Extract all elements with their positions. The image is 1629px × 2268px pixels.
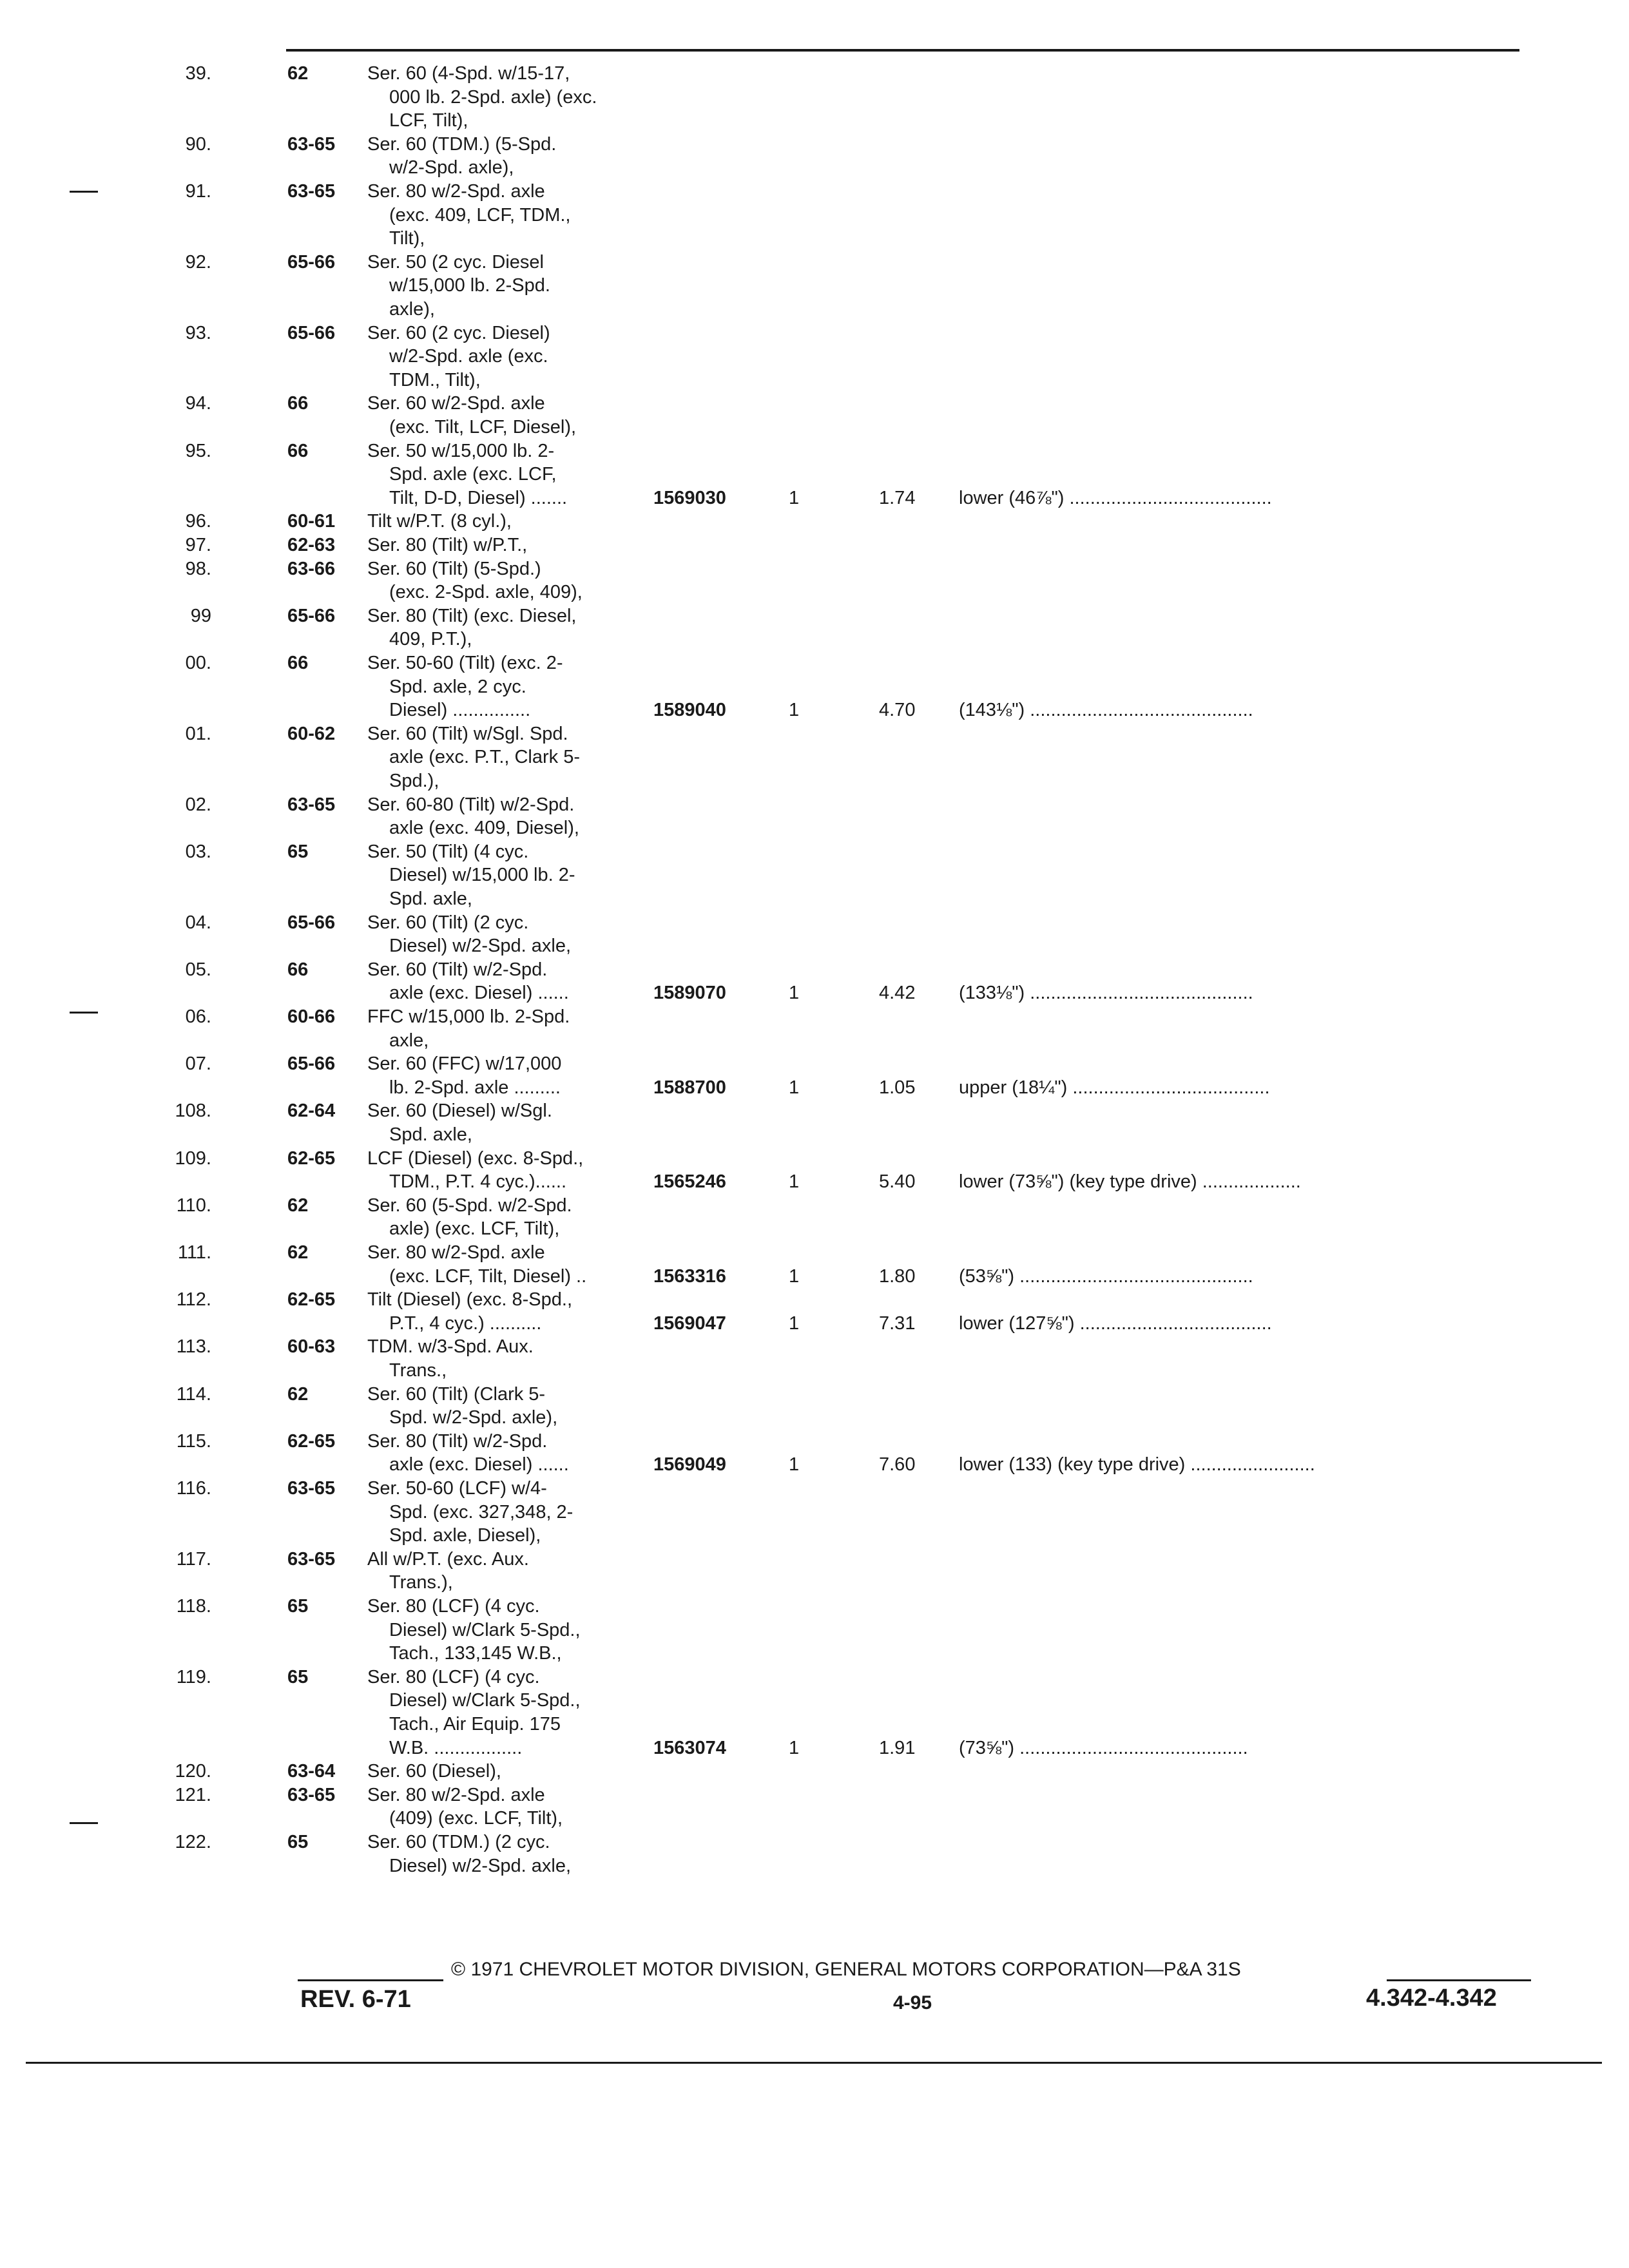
list-item xyxy=(0,1783,1629,1831)
model-years: 65-66 xyxy=(287,605,336,626)
description-line: Ser. 60 (Diesel) w/Sgl. xyxy=(367,1100,552,1122)
model-years: 62-65 xyxy=(287,1289,336,1311)
description-line: Ser. 80 (LCF) (4 cyc. xyxy=(367,1666,540,1687)
item-number: 108. xyxy=(175,1100,211,1122)
description-line: Spd.), xyxy=(389,770,439,791)
list-item xyxy=(0,1194,1629,1241)
description-line: 409, P.T.), xyxy=(389,629,472,650)
list-item xyxy=(0,1548,1629,1595)
description-line: Ser. 80 w/2-Spd. axle xyxy=(367,1242,545,1263)
part-note: upper (18¼") ...................................... xyxy=(959,1077,1270,1098)
quantity: 1 xyxy=(789,1171,800,1193)
part-note: (53⅝") ............................................. xyxy=(959,1265,1253,1287)
description-line: Tilt w/P.T. (8 cyl.), xyxy=(367,511,512,532)
description-line: Diesel) w/Clark 5-Spd., xyxy=(389,1690,581,1711)
description-line: Ser. 60 (4-Spd. w/15-17, xyxy=(367,63,570,84)
item-number: 07. xyxy=(185,1053,211,1075)
item-number: 93. xyxy=(185,322,211,343)
footer-rule-left xyxy=(298,1979,443,1981)
price: 1.74 xyxy=(879,487,916,508)
list-item xyxy=(0,1383,1629,1430)
description-line: Ser. 50 (Tilt) (4 cyc. xyxy=(367,841,529,862)
item-number: 01. xyxy=(185,723,211,744)
item-number: 90. xyxy=(185,133,211,155)
model-years: 65-66 xyxy=(287,1053,336,1075)
description-line: TDM., P.T. 4 cyc.)...... xyxy=(389,1171,567,1193)
description-line: Trans.), xyxy=(389,1572,453,1593)
model-years: 63-66 xyxy=(287,558,336,579)
list-item xyxy=(0,958,1629,1005)
description-line: Ser. 60 (TDM.) (2 cyc. xyxy=(367,1832,550,1852)
description-line: Ser. 50 (2 cyc. Diesel xyxy=(367,251,544,273)
quantity: 1 xyxy=(789,983,800,1004)
page-number: 4-95 xyxy=(893,1992,932,2013)
item-number: 39. xyxy=(185,63,211,84)
part-note: lower (127⅝") ..................................... xyxy=(959,1312,1272,1334)
description-line: Ser. 50-60 (Tilt) (exc. 2- xyxy=(367,653,563,673)
description-line: Ser. 60 (Tilt) (5-Spd.) xyxy=(367,558,541,579)
description-line: axle) (exc. LCF, Tilt), xyxy=(389,1218,560,1240)
description-line: Spd. axle, xyxy=(389,888,472,909)
model-years: 66 xyxy=(287,653,309,673)
description-line: Ser. 60-80 (Tilt) w/2-Spd. xyxy=(367,794,575,815)
description-line: LCF, Tilt), xyxy=(389,110,468,131)
description-line: Tilt, D-D, Diesel) ....... xyxy=(389,487,568,508)
item-number: 111. xyxy=(177,1242,211,1263)
description-line: Ser. 60 (FFC) w/17,000 xyxy=(367,1053,562,1075)
model-years: 65-66 xyxy=(287,322,336,343)
part-number: 1565246 xyxy=(653,1171,726,1193)
quantity: 1 xyxy=(789,1454,800,1475)
item-number: 04. xyxy=(185,912,211,933)
list-item xyxy=(0,1052,1629,1099)
model-years: 63-64 xyxy=(287,1761,336,1782)
description-line: Spd. axle, 2 cyc. xyxy=(389,676,526,697)
quantity: 1 xyxy=(789,700,800,721)
item-number: 00. xyxy=(185,653,211,673)
model-years: 62 xyxy=(287,1383,309,1405)
description-line: Tilt), xyxy=(389,228,425,249)
item-number: 120. xyxy=(175,1761,211,1782)
part-number: 1563316 xyxy=(653,1265,726,1287)
price: 7.60 xyxy=(879,1454,916,1475)
part-note: (73⅝") ............................................ xyxy=(959,1737,1248,1758)
description-line: Ser. 60 (Tilt) (Clark 5- xyxy=(367,1383,546,1405)
description-line: Ser. 80 (Tilt) (exc. Diesel, xyxy=(367,605,577,626)
quantity: 1 xyxy=(789,1077,800,1098)
list-item xyxy=(0,510,1629,533)
item-number: 121. xyxy=(175,1784,211,1805)
list-item xyxy=(0,392,1629,439)
list-item xyxy=(0,322,1629,392)
list-item xyxy=(0,1477,1629,1548)
list-item xyxy=(0,251,1629,322)
item-number: 91. xyxy=(185,181,211,202)
item-number: 115. xyxy=(176,1430,211,1452)
quantity: 1 xyxy=(789,1737,800,1758)
part-number: 1569030 xyxy=(653,487,726,508)
price: 4.42 xyxy=(879,983,916,1004)
model-years: 60-62 xyxy=(287,723,336,744)
description-line: lb. 2-Spd. axle ......... xyxy=(389,1077,561,1098)
description-line: Spd. axle (exc. LCF, xyxy=(389,464,557,485)
description-line: Spd. axle, Diesel), xyxy=(389,1525,541,1546)
list-item xyxy=(0,1666,1629,1760)
bottom-rule xyxy=(26,2062,1602,2064)
model-years: 65 xyxy=(287,841,309,862)
price: 1.05 xyxy=(879,1077,916,1098)
model-years: 65 xyxy=(287,1666,309,1687)
description-line: 000 lb. 2-Spd. axle) (exc. xyxy=(389,86,597,108)
item-number: 118. xyxy=(176,1596,211,1617)
item-number: 94. xyxy=(185,393,211,414)
list-item xyxy=(0,1595,1629,1666)
quantity: 1 xyxy=(789,1265,800,1287)
description-line: (exc. Tilt, LCF, Diesel), xyxy=(389,416,577,437)
item-number: 03. xyxy=(185,841,211,862)
description-line: axle (exc. Diesel) ...... xyxy=(389,983,569,1004)
description-line: (409) (exc. LCF, Tilt), xyxy=(389,1808,563,1829)
item-number: 114. xyxy=(176,1383,211,1405)
description-line: Ser. 50 w/15,000 lb. 2- xyxy=(367,440,555,461)
list-item xyxy=(0,439,1629,510)
item-number: 02. xyxy=(185,794,211,815)
section-number: 4.342-4.342 xyxy=(1366,1984,1497,2012)
item-number: 117. xyxy=(176,1548,211,1570)
model-years: 62-63 xyxy=(287,535,336,555)
item-number: 98. xyxy=(185,558,211,579)
quantity: 1 xyxy=(789,487,800,508)
description-line: Ser. 80 (Tilt) w/2-Spd. xyxy=(367,1430,548,1452)
description-line: Trans., xyxy=(389,1360,447,1381)
item-number: 97. xyxy=(185,535,211,555)
list-item xyxy=(0,557,1629,604)
part-note: (143⅛") ........................................... xyxy=(959,700,1253,721)
copyright-line: © 1971 CHEVROLET MOTOR DIVISION, GENERAL MOTORS CORPORATION—P&A 31S xyxy=(451,1959,1241,1980)
item-number: 99 xyxy=(190,605,211,626)
description-line: axle, xyxy=(389,1030,429,1051)
item-number: 122. xyxy=(175,1832,211,1852)
item-number: 110. xyxy=(176,1195,211,1216)
description-line: W.B. ................. xyxy=(389,1737,523,1758)
list-item xyxy=(0,911,1629,958)
list-item xyxy=(0,1241,1629,1288)
item-number: 113. xyxy=(176,1336,211,1358)
description-line: w/15,000 lb. 2-Spd. xyxy=(389,275,550,296)
list-item xyxy=(0,840,1629,911)
model-years: 65-66 xyxy=(287,912,336,933)
model-years: 65 xyxy=(287,1832,309,1852)
item-number: 109. xyxy=(175,1148,211,1169)
model-years: 63-65 xyxy=(287,133,336,155)
description-line: Spd. axle, xyxy=(389,1124,472,1145)
item-number: 95. xyxy=(185,440,211,461)
list-item xyxy=(0,62,1629,133)
description-line: axle), xyxy=(389,298,435,320)
model-years: 62 xyxy=(287,1242,309,1263)
item-number: 112. xyxy=(176,1289,211,1311)
list-item xyxy=(0,1288,1629,1335)
part-number: 1588700 xyxy=(653,1077,726,1098)
item-number: 05. xyxy=(185,959,211,980)
description-line: Ser. 60 (Diesel), xyxy=(367,1761,501,1782)
part-number: 1589040 xyxy=(653,700,726,721)
model-years: 62 xyxy=(287,63,309,84)
description-line: Ser. 60 (Tilt) (2 cyc. xyxy=(367,912,529,933)
description-line: w/2-Spd. axle (exc. xyxy=(389,346,548,367)
list-item xyxy=(0,533,1629,557)
list-item xyxy=(0,651,1629,722)
model-years: 63-65 xyxy=(287,1478,336,1499)
model-years: 66 xyxy=(287,959,309,980)
part-number: 1569047 xyxy=(653,1312,726,1334)
list-item xyxy=(0,1147,1629,1194)
description-line: FFC w/15,000 lb. 2-Spd. xyxy=(367,1006,570,1027)
list-item xyxy=(0,133,1629,180)
part-note: lower (73⅝") (key type drive) ................... xyxy=(959,1171,1301,1193)
description-line: Ser. 80 w/2-Spd. axle xyxy=(367,181,545,202)
description-line: (exc. 2-Spd. axle, 409), xyxy=(389,582,583,603)
model-years: 65-66 xyxy=(287,251,336,273)
price: 1.91 xyxy=(879,1737,916,1758)
description-line: Spd. w/2-Spd. axle), xyxy=(389,1407,558,1428)
description-line: Ser. 80 (Tilt) w/P.T., xyxy=(367,535,528,555)
list-item xyxy=(0,1335,1629,1382)
description-line: All w/P.T. (exc. Aux. xyxy=(367,1548,529,1570)
description-line: Tach., Air Equip. 175 xyxy=(389,1713,561,1735)
model-years: 63-65 xyxy=(287,1784,336,1805)
description-line: P.T., 4 cyc.) .......... xyxy=(389,1312,542,1334)
model-years: 66 xyxy=(287,440,309,461)
model-years: 63-65 xyxy=(287,181,336,202)
model-years: 63-65 xyxy=(287,794,336,815)
description-line: Ser. 60 (2 cyc. Diesel) xyxy=(367,322,550,343)
description-line: LCF (Diesel) (exc. 8-Spd., xyxy=(367,1148,584,1169)
item-number: 92. xyxy=(185,251,211,273)
list-item xyxy=(0,1831,1629,1878)
description-line: Ser. 60 (Tilt) w/2-Spd. xyxy=(367,959,548,980)
description-line: Tilt (Diesel) (exc. 8-Spd., xyxy=(367,1289,572,1311)
revision-label: REV. 6-71 xyxy=(300,1986,411,2013)
description-line: Ser. 60 (TDM.) (5-Spd. xyxy=(367,133,557,155)
description-line: Ser. 60 (Tilt) w/Sgl. Spd. xyxy=(367,723,568,744)
price: 5.40 xyxy=(879,1171,916,1193)
model-years: 63-65 xyxy=(287,1548,336,1570)
list-item xyxy=(0,1760,1629,1783)
list-item xyxy=(0,604,1629,651)
description-line: Tach., 133,145 W.B., xyxy=(389,1643,562,1664)
list-item xyxy=(0,722,1629,793)
footer-rule-right xyxy=(1387,1979,1531,1981)
list-item xyxy=(0,1005,1629,1052)
part-number: 1563074 xyxy=(653,1737,726,1758)
description-line: Ser. 60 (5-Spd. w/2-Spd. xyxy=(367,1195,572,1216)
item-number: 06. xyxy=(185,1006,211,1027)
model-years: 60-61 xyxy=(287,511,336,532)
description-line: Ser. 50-60 (LCF) w/4- xyxy=(367,1478,547,1499)
description-line: Diesel) w/2-Spd. axle, xyxy=(389,936,572,957)
description-line: Diesel) w/Clark 5-Spd., xyxy=(389,1619,581,1640)
model-years: 62-64 xyxy=(287,1100,336,1122)
description-line: Ser. 80 w/2-Spd. axle xyxy=(367,1784,545,1805)
quantity: 1 xyxy=(789,1312,800,1334)
list-item xyxy=(0,1099,1629,1146)
description-line: axle (exc. 409, Diesel), xyxy=(389,818,579,839)
description-line: Diesel) w/15,000 lb. 2- xyxy=(389,865,575,886)
description-line: (exc. LCF, Tilt, Diesel) .. xyxy=(389,1265,587,1287)
list-item xyxy=(0,180,1629,251)
description-line: w/2-Spd. axle), xyxy=(389,157,514,178)
model-years: 60-63 xyxy=(287,1336,336,1358)
price: 1.80 xyxy=(879,1265,916,1287)
description-line: (exc. 409, LCF, TDM., xyxy=(389,204,571,226)
model-years: 60-66 xyxy=(287,1006,336,1027)
description-line: Diesel) w/2-Spd. axle, xyxy=(389,1855,572,1876)
description-line: Diesel) ............... xyxy=(389,700,531,721)
item-number: 96. xyxy=(185,511,211,532)
description-line: axle (exc. P.T., Clark 5- xyxy=(389,747,581,768)
description-line: axle (exc. Diesel) ...... xyxy=(389,1454,569,1475)
description-line: Spd. (exc. 327,348, 2- xyxy=(389,1501,574,1523)
part-note: lower (133) (key type drive) ........................ xyxy=(959,1454,1315,1475)
list-item xyxy=(0,793,1629,840)
model-years: 66 xyxy=(287,393,309,414)
description-line: Ser. 60 w/2-Spd. axle xyxy=(367,393,545,414)
model-years: 65 xyxy=(287,1596,309,1617)
price: 7.31 xyxy=(879,1312,916,1334)
part-number: 1589070 xyxy=(653,983,726,1004)
price: 4.70 xyxy=(879,700,916,721)
part-note: (133⅛") ........................................... xyxy=(959,983,1253,1004)
description-line: Ser. 80 (LCF) (4 cyc. xyxy=(367,1596,540,1617)
model-years: 62-65 xyxy=(287,1430,336,1452)
part-note: lower (46⅞") ....................................... xyxy=(959,487,1272,508)
model-years: 62 xyxy=(287,1195,309,1216)
description-line: TDM., Tilt), xyxy=(389,369,481,390)
model-years: 62-65 xyxy=(287,1148,336,1169)
part-number: 1569049 xyxy=(653,1454,726,1475)
item-number: 116. xyxy=(176,1478,211,1499)
description-line: TDM. w/3-Spd. Aux. xyxy=(367,1336,534,1358)
list-item xyxy=(0,1430,1629,1477)
item-number: 119. xyxy=(176,1666,211,1687)
